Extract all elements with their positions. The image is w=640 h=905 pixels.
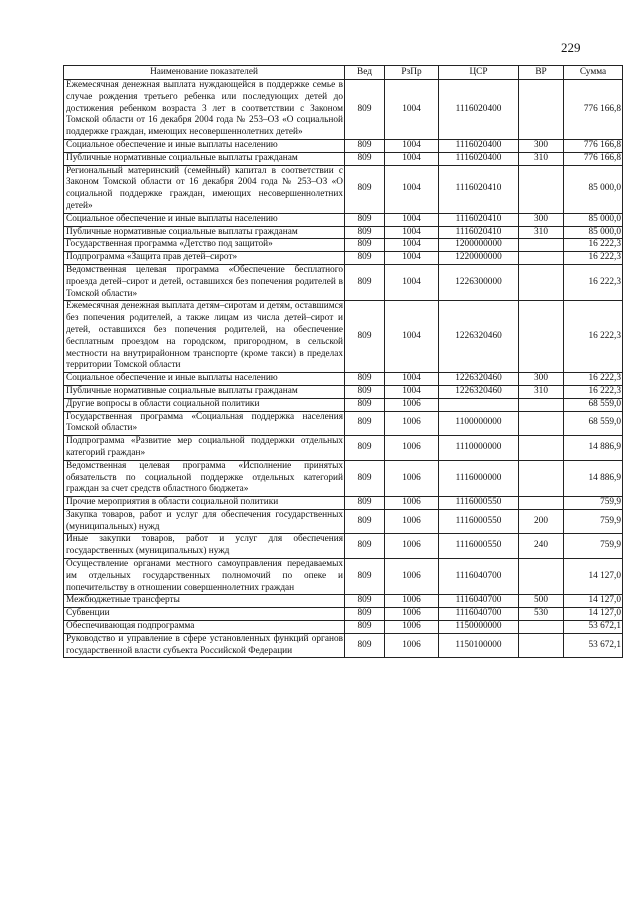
cell-vr: 300 xyxy=(519,139,564,152)
header-sum: Сумма xyxy=(564,66,623,80)
cell-sum: 68 559,0 xyxy=(564,398,623,411)
cell-name: Ежемесячная денежная выплата нуждающейся в поддержке семье в случае рождения третьего ребенка или последующих детей до достижения ребенком возраста 3 лет в соответствии с Законом Томской области от 16 декабря 2004 года № 253–ОЗ «О социальной поддержке граждан, имеющих несовершеннолетних детей» xyxy=(64,80,345,140)
cell-name: Руководство и управление в сфере установленных функций органов государственной власти субъекта Российской Федерации xyxy=(64,633,345,658)
cell-ved: 809 xyxy=(345,621,385,634)
cell-vr xyxy=(519,239,564,252)
table-row xyxy=(64,213,623,226)
cell-vr: 530 xyxy=(519,608,564,621)
cell-name: Региональный материнский (семейный) капитал в соответствии с Законом Томской области от 16 декабря 2004 года № 253–ОЗ «О социальной поддержке граждан, имеющих несовершеннолетних детей» xyxy=(64,165,345,213)
cell-name: Социальное обеспечение и иные выплаты населению xyxy=(64,139,345,152)
cell-ved: 809 xyxy=(345,301,385,373)
table-row xyxy=(64,398,623,411)
table-row xyxy=(64,559,623,595)
cell-csr: 1226320460 xyxy=(439,301,519,373)
header-name: Наименование показателей xyxy=(64,66,345,80)
cell-vr xyxy=(519,436,564,461)
table-row xyxy=(64,509,623,534)
cell-name: Публичные нормативные социальные выплаты гражданам xyxy=(64,152,345,165)
cell-name: Государственная программа «Социальная поддержка населения Томской области» xyxy=(64,411,345,436)
cell-csr: 1116000550 xyxy=(439,534,519,559)
cell-ved: 809 xyxy=(345,385,385,398)
cell-vr xyxy=(519,165,564,213)
cell-sum: 776 166,8 xyxy=(564,80,623,140)
cell-csr: 1226320460 xyxy=(439,385,519,398)
cell-rzpr: 1006 xyxy=(385,411,439,436)
cell-ved: 809 xyxy=(345,165,385,213)
cell-name: Государственная программа «Детство под защитой» xyxy=(64,239,345,252)
cell-rzpr: 1006 xyxy=(385,608,439,621)
cell-vr xyxy=(519,559,564,595)
cell-name: Публичные нормативные социальные выплаты гражданам xyxy=(64,226,345,239)
cell-vr xyxy=(519,621,564,634)
page-number: 229 xyxy=(561,40,581,55)
header-csr: ЦСР xyxy=(439,66,519,80)
table-row xyxy=(64,621,623,634)
table-row xyxy=(64,608,623,621)
cell-name: Ведомственная целевая программа «Исполнение принятых обязательств по социальной поддержке отдельных категорий граждан за счет средств областного бюджета» xyxy=(64,460,345,496)
cell-csr: 1116000550 xyxy=(439,509,519,534)
table-row xyxy=(64,252,623,265)
cell-sum: 16 222,3 xyxy=(564,373,623,386)
cell-rzpr: 1004 xyxy=(385,385,439,398)
cell-vr: 310 xyxy=(519,385,564,398)
cell-ved: 809 xyxy=(345,252,385,265)
cell-sum: 14 127,0 xyxy=(564,608,623,621)
cell-name: Ежемесячная денежная выплата детям–сиротам и детям, оставшимся без попечения родителей, а также лицам из числа детей–сирот и детей, оставшихся без попечения родителей, на обеспечение бесплатным проездом на городском, пригородном, в сельской местности на внутрирайонном транспорте (кроме такси) в пределах территории Томской области xyxy=(64,301,345,373)
cell-vr xyxy=(519,398,564,411)
cell-sum: 68 559,0 xyxy=(564,411,623,436)
cell-ved: 809 xyxy=(345,373,385,386)
cell-name: Межбюджетные трансферты xyxy=(64,595,345,608)
cell-name: Социальное обеспечение и иные выплаты населению xyxy=(64,373,345,386)
cell-csr: 1226320460 xyxy=(439,373,519,386)
cell-rzpr: 1004 xyxy=(385,373,439,386)
header-rzpr: РзПр xyxy=(385,66,439,80)
cell-name: Ведомственная целевая программа «Обеспечение бесплатного проезда детей–сирот и детей, оставшихся без попечения родителей в Томской области» xyxy=(64,264,345,300)
cell-csr: 1150100000 xyxy=(439,633,519,658)
table-row xyxy=(64,139,623,152)
cell-vr xyxy=(519,301,564,373)
table-row xyxy=(64,460,623,496)
cell-vr xyxy=(519,252,564,265)
cell-ved: 809 xyxy=(345,509,385,534)
cell-sum: 14 886,9 xyxy=(564,460,623,496)
table-row xyxy=(64,436,623,461)
cell-csr: 1116020410 xyxy=(439,213,519,226)
cell-csr: 1110000000 xyxy=(439,436,519,461)
cell-rzpr: 1004 xyxy=(385,301,439,373)
cell-ved: 809 xyxy=(345,460,385,496)
cell-vr xyxy=(519,264,564,300)
cell-ved: 809 xyxy=(345,239,385,252)
cell-vr: 240 xyxy=(519,534,564,559)
cell-rzpr: 1004 xyxy=(385,264,439,300)
cell-csr: 1116020400 xyxy=(439,139,519,152)
cell-rzpr: 1006 xyxy=(385,559,439,595)
table-row xyxy=(64,633,623,658)
cell-name: Обеспечивающая подпрограмма xyxy=(64,621,345,634)
cell-csr: 1116020400 xyxy=(439,152,519,165)
cell-sum: 776 166,8 xyxy=(564,139,623,152)
cell-sum: 16 222,3 xyxy=(564,301,623,373)
cell-name: Подпрограмма «Развитие мер социальной поддержки отдельных категорий граждан» xyxy=(64,436,345,461)
cell-rzpr: 1006 xyxy=(385,460,439,496)
cell-sum: 759,9 xyxy=(564,534,623,559)
cell-rzpr: 1006 xyxy=(385,497,439,510)
cell-ved: 809 xyxy=(345,226,385,239)
cell-rzpr: 1004 xyxy=(385,226,439,239)
cell-vr xyxy=(519,497,564,510)
cell-rzpr: 1006 xyxy=(385,621,439,634)
cell-rzpr: 1006 xyxy=(385,436,439,461)
cell-csr: 1116000550 xyxy=(439,497,519,510)
cell-name: Субвенции xyxy=(64,608,345,621)
cell-vr: 200 xyxy=(519,509,564,534)
cell-name: Подпрограмма «Защита прав детей–сирот» xyxy=(64,252,345,265)
budget-table xyxy=(63,65,623,658)
header-ved: Вед xyxy=(345,66,385,80)
cell-rzpr: 1004 xyxy=(385,239,439,252)
table-row xyxy=(64,385,623,398)
cell-name: Осуществление органами местного самоуправления передаваемых им отдельных государственных полномочий по опеке и попечительству в отношении совершеннолетних граждан xyxy=(64,559,345,595)
cell-sum: 16 222,3 xyxy=(564,252,623,265)
cell-csr: 1116040700 xyxy=(439,595,519,608)
cell-vr: 500 xyxy=(519,595,564,608)
cell-sum: 16 222,3 xyxy=(564,239,623,252)
cell-name: Прочие мероприятия в области социальной политики xyxy=(64,497,345,510)
cell-vr xyxy=(519,411,564,436)
table-row xyxy=(64,239,623,252)
cell-vr xyxy=(519,460,564,496)
cell-sum: 776 166,8 xyxy=(564,152,623,165)
cell-name: Социальное обеспечение и иные выплаты населению xyxy=(64,213,345,226)
cell-rzpr: 1004 xyxy=(385,165,439,213)
cell-name: Закупка товаров, работ и услуг для обеспечения государственных (муниципальных) нужд xyxy=(64,509,345,534)
cell-name: Иные закупки товаров, работ и услуг для обеспечения государственных (муниципальных) нужд xyxy=(64,534,345,559)
cell-sum: 85 000,0 xyxy=(564,213,623,226)
cell-csr: 1116000000 xyxy=(439,460,519,496)
cell-sum: 53 672,1 xyxy=(564,621,623,634)
cell-csr xyxy=(439,398,519,411)
cell-ved: 809 xyxy=(345,633,385,658)
cell-ved: 809 xyxy=(345,595,385,608)
cell-ved: 809 xyxy=(345,436,385,461)
cell-vr xyxy=(519,80,564,140)
cell-csr: 1116040700 xyxy=(439,559,519,595)
table-row xyxy=(64,373,623,386)
cell-rzpr: 1006 xyxy=(385,509,439,534)
cell-sum: 85 000,0 xyxy=(564,226,623,239)
cell-name: Публичные нормативные социальные выплаты гражданам xyxy=(64,385,345,398)
cell-rzpr: 1004 xyxy=(385,80,439,140)
table-row xyxy=(64,165,623,213)
cell-ved: 809 xyxy=(345,608,385,621)
cell-csr: 1116020410 xyxy=(439,226,519,239)
cell-ved: 809 xyxy=(345,411,385,436)
cell-vr: 300 xyxy=(519,213,564,226)
cell-ved: 809 xyxy=(345,398,385,411)
cell-sum: 16 222,3 xyxy=(564,264,623,300)
table-row xyxy=(64,411,623,436)
cell-ved: 809 xyxy=(345,264,385,300)
cell-ved: 809 xyxy=(345,534,385,559)
cell-csr: 1116020400 xyxy=(439,80,519,140)
cell-ved: 809 xyxy=(345,213,385,226)
cell-csr: 1200000000 xyxy=(439,239,519,252)
cell-ved: 809 xyxy=(345,80,385,140)
cell-ved: 809 xyxy=(345,152,385,165)
table-row xyxy=(64,534,623,559)
table-header-row xyxy=(64,66,623,80)
table-row xyxy=(64,226,623,239)
cell-csr: 1226300000 xyxy=(439,264,519,300)
cell-rzpr: 1004 xyxy=(385,213,439,226)
cell-rzpr: 1004 xyxy=(385,152,439,165)
cell-ved: 809 xyxy=(345,497,385,510)
cell-rzpr: 1006 xyxy=(385,398,439,411)
table-row xyxy=(64,595,623,608)
cell-csr: 1116040700 xyxy=(439,608,519,621)
cell-csr: 1150000000 xyxy=(439,621,519,634)
table-row xyxy=(64,152,623,165)
cell-ved: 809 xyxy=(345,139,385,152)
table-row xyxy=(64,80,623,140)
header-vr: ВР xyxy=(519,66,564,80)
cell-csr: 1100000000 xyxy=(439,411,519,436)
cell-vr xyxy=(519,633,564,658)
cell-rzpr: 1006 xyxy=(385,633,439,658)
cell-sum: 14 127,0 xyxy=(564,595,623,608)
cell-sum: 759,9 xyxy=(564,497,623,510)
cell-sum: 14 127,0 xyxy=(564,559,623,595)
cell-sum: 14 886,9 xyxy=(564,436,623,461)
cell-rzpr: 1004 xyxy=(385,139,439,152)
cell-sum: 759,9 xyxy=(564,509,623,534)
cell-vr: 300 xyxy=(519,373,564,386)
cell-csr: 1116020410 xyxy=(439,165,519,213)
table-row xyxy=(64,301,623,373)
table-body xyxy=(64,80,623,658)
cell-sum: 85 000,0 xyxy=(564,165,623,213)
cell-sum: 16 222,3 xyxy=(564,385,623,398)
cell-rzpr: 1006 xyxy=(385,595,439,608)
cell-ved: 809 xyxy=(345,559,385,595)
table-row xyxy=(64,264,623,300)
table-row xyxy=(64,497,623,510)
cell-vr: 310 xyxy=(519,226,564,239)
cell-sum: 53 672,1 xyxy=(564,633,623,658)
cell-name: Другие вопросы в области социальной политики xyxy=(64,398,345,411)
cell-rzpr: 1004 xyxy=(385,252,439,265)
cell-rzpr: 1006 xyxy=(385,534,439,559)
cell-vr: 310 xyxy=(519,152,564,165)
cell-csr: 1220000000 xyxy=(439,252,519,265)
